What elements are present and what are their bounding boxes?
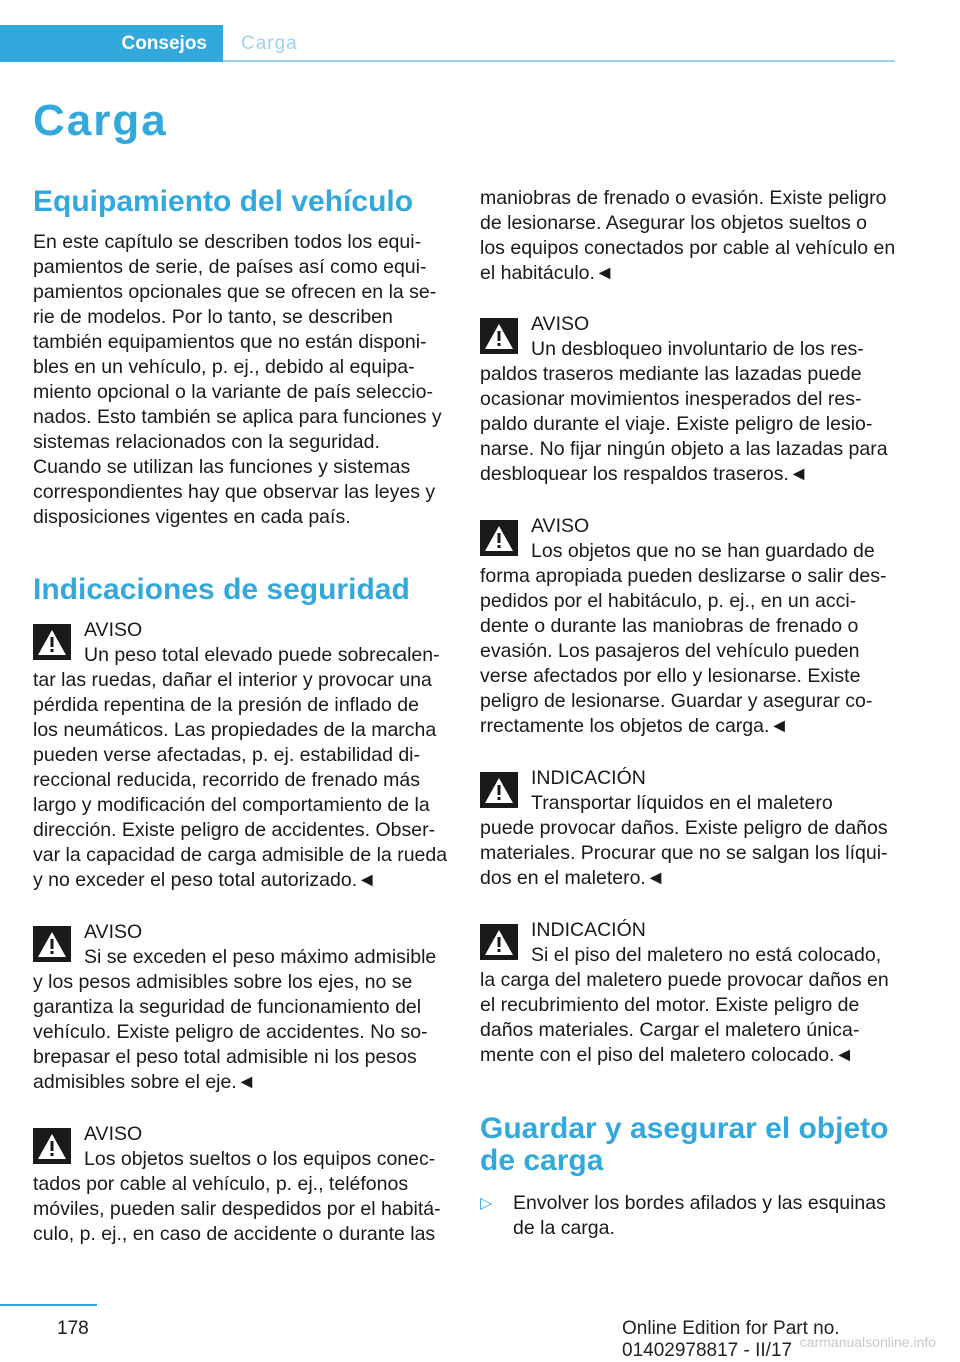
triangle-bullet-icon: ▷: [480, 1195, 493, 1212]
warning-text: forma apropiada pueden deslizarse o salir des-pedidos por el habitáculo, p. ej., en un acci-dente o durante las maniobras de frenado o evasión. Los pasajeros del vehículo pueden verse afectados por ello y lesionarse. Existe peligro de lesionarse. Guardar y asegurar co-rrectamente los objetos de carga.◄: [480, 565, 887, 737]
page-number: 178: [57, 1318, 89, 1339]
warning-triangle-icon: [480, 318, 518, 354]
section-title-guardar: Guardar y asegurar el objeto de carga: [480, 1112, 889, 1177]
notice-block: [480, 918, 896, 1068]
header-divider: [223, 60, 895, 62]
section-title-equipamiento: Equipamiento del vehículo: [33, 185, 414, 218]
warning-label: AVISO: [531, 313, 590, 335]
notice-text: puede provocar daños. Existe peligro de daños materiales. Procurar que no se salgan los líqui-dos en el maletero.◄: [480, 817, 888, 889]
left-column: [33, 180, 449, 1247]
warning-block: [33, 1122, 449, 1247]
warning-label: AVISO: [84, 619, 143, 641]
watermark: carmanualsonline.info: [799, 1334, 936, 1350]
warning-text-first-line: Los objetos que no se han guardado de: [531, 540, 875, 562]
warning-block: [480, 514, 896, 739]
notice-label: INDICACIÓN: [531, 919, 646, 941]
chapter-tab-consejos[interactable]: Consejos: [0, 25, 223, 62]
warning-triangle-icon: [33, 926, 71, 962]
section-title-seguridad: Indicaciones de seguridad: [33, 573, 410, 606]
warning-block: [33, 618, 449, 893]
warning-triangle-icon: [480, 520, 518, 556]
warning-text-first-line: Un peso total elevado puede sobrecalen-: [84, 644, 440, 666]
list-item: [480, 1191, 896, 1241]
warning-text: paldos traseros mediante las lazadas puede ocasionar movimientos inesperados del res-paldo durante el viaje. Existe peligro de lesio-narse. No fijar ningún objeto a las lazadas para desbloquear los respaldos traseros.◄: [480, 363, 888, 485]
right-column: [480, 180, 896, 1241]
notice-text-first-line: Transportar líquidos en el maletero: [531, 792, 833, 814]
warning-triangle-icon: [33, 1128, 71, 1164]
warning-label: AVISO: [531, 515, 590, 537]
warning-text: y los pesos admisibles sobre los ejes, no se garantiza la seguridad de funcionamiento del vehículo. Existe peligro de accidentes. No so-brepasar el peso total admisible ni los pesos admisibles sobre el eje.◄: [33, 971, 428, 1093]
section-tab-carga[interactable]: Carga: [241, 33, 298, 54]
warning-text: tar las ruedas, dañar el interior y provocar una pérdida repentina de la presión de inflado de los neumáticos. Las propiedades de la marcha pueden verse afectadas, p. ej. estabilidad di-reccional reducida, recorrido de frenado más largo y modificación del comportamiento de la dirección. Existe peligro de accidentes. Obser-var la capacidad de carga admisible de la rueda y no exceder el peso total autorizado.◄: [33, 669, 448, 891]
warning-block: [33, 920, 449, 1095]
list-item-text: Envolver los bordes afilados y las esquinas de la carga.: [513, 1192, 886, 1239]
warning-label: AVISO: [84, 1123, 143, 1145]
section-text-equipamiento: En este capítulo se describen todos los equi-pamientos de serie, de países así como equi-pamientos opcionales que se ofrecen en la se-rie de modelos. Por lo tanto, se describen también equipamientos que no están disponi-bles en un vehículo, p. ej., debido al equipa-miento opcional o la variante de país seleccio-nados. Esto también se aplica para funciones y sistemas relacionados con la seguridad. Cuando se utilizan las funciones y sistemas correspondientes hay que observar las leyes y disposiciones vigentes en cada país.: [33, 231, 442, 528]
continued-text: maniobras de frenado o evasión. Existe peligro de lesionarse. Asegurar los objetos sueltos o los equipos conectados por cable al vehículo en el habitáculo.◄: [480, 187, 896, 284]
edition-note: Online Edition for Part no. 01402978817 - II/17: [622, 1318, 840, 1361]
warning-block: [480, 312, 896, 487]
warning-triangle-icon: [33, 624, 71, 660]
warning-text-first-line: Los objetos sueltos o los equipos conec-: [84, 1148, 436, 1170]
notice-text: la carga del maletero puede provocar daños en el recubrimiento del motor. Existe peligro de daños materiales. Cargar el maletero única-mente con el piso del maletero colocado.◄: [480, 969, 889, 1066]
warning-text: tados por cable al vehículo, p. ej., teléfonos móviles, pueden salir despedidos por el habitá-culo, p. ej., en caso de accidente o durante las: [33, 1173, 441, 1245]
warning-triangle-icon: [480, 772, 518, 808]
warning-text-first-line: Si se exceden el peso máximo admisible: [84, 946, 437, 968]
page-header: [0, 25, 960, 62]
page-title: Carga: [33, 96, 168, 145]
warning-text-first-line: Un desbloqueo involuntario de los res-: [531, 338, 864, 360]
warning-label: AVISO: [84, 921, 143, 943]
notice-block: [480, 766, 896, 891]
warning-triangle-icon: [480, 924, 518, 960]
notice-label: INDICACIÓN: [531, 767, 646, 789]
notice-text-first-line: Si el piso del maletero no está colocado,: [531, 944, 882, 966]
footer-divider: [0, 1304, 97, 1306]
